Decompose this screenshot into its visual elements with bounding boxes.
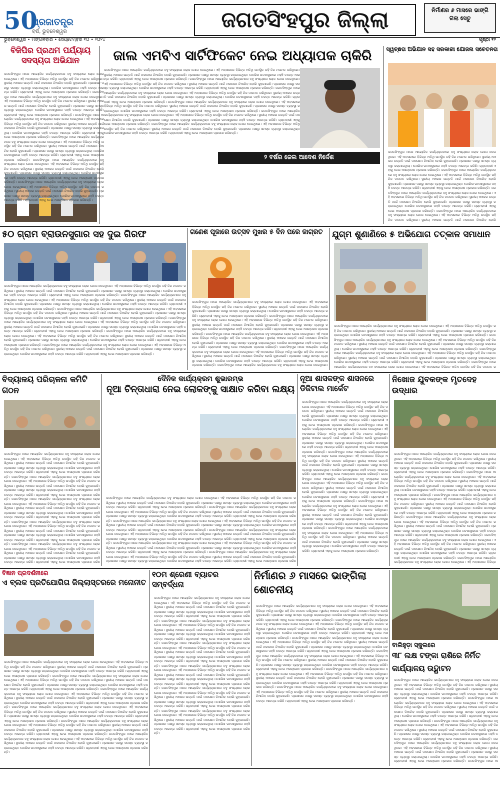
logo-sub: ବର୍ଷ, ଭୁବନେଶ୍ୱର	[32, 29, 67, 35]
story-14-photo	[392, 570, 498, 640]
story-5	[190, 228, 330, 370]
logo	[4, 6, 82, 36]
article-body: ଜଗତସିଂହପୁର ଠାରେ ଆୟୋଜିତ କାର୍ଯ୍ୟକ୍ରମରେ ବହୁ ସଂଖ୍ୟାରେ ଲୋକ ଯୋଗ ଦେଇଥିଲେ। ଏହି ଅବସରରେ ବିଭିନ୍ନ ଅତିଥି ଉପସ୍ଥିତ ରହି ନିଜ ମତାମତ ରଖିଥିଲେ। ସ୍ଥାନୀୟ ଅଞ୍ଚଳର ଉନ୍ନତି ପାଇଁ ପଦକ୍ଷେପ ନିଆଯିବ ବୋଲି କୁହାଯାଇଛି। ପ୍ରଶାସନ ପକ୍ଷରୁ ସମସ୍ତ ବ୍ୟବସ୍ଥା କରାଯାଇଥିଲା। ପୋଲିସ ଘଟଣାସ୍ଥଳରେ ପହଞ୍ଚି ତଦନ୍ତ ଆରମ୍ଭ କରିଛି। ଗ୍ରାମବାସୀ ଏହାକୁ ନେଇ ଅସନ୍ତୋଷ ପ୍ରକାଶ କରିଛନ୍ତି। ଜଗତସିଂହପୁର ଠାରେ ଆୟୋଜିତ କାର୍ଯ୍ୟକ୍ରମରେ ବହୁ ସଂଖ୍ୟାରେ ଲୋକ ଯୋଗ ଦେଇଥିଲେ। ଏହି ଅବସରରେ ବିଭିନ୍ନ ଅତିଥି ଉପସ୍ଥିତ ରହି ନିଜ ମତାମତ ରଖିଥିଲେ। ସ୍ଥାନୀୟ ଅଞ୍ଚଳର ଉନ୍ନତି ପାଇଁ ପଦକ୍ଷେପ ନିଆଯିବ ବୋଲି କୁହାଯାଇଛି। ପ୍ରଶାସନ ପକ୍ଷରୁ ସମସ୍ତ ବ୍ୟବସ୍ଥା କରାଯାଇଥିଲା। ପୋଲିସ ଘଟଣାସ୍ଥଳରେ ପହଞ୍ଚି ତଦନ୍ତ ଆରମ୍ଭ କରିଛି। ଗ୍ରାମବାସୀ ଏହାକୁ ନେଇ ଅସନ୍ତୋଷ ପ୍ରକାଶ କରିଛନ୍ତି। ଜଗତସିଂହପୁର ଠାରେ ଆୟୋଜିତ କାର୍ଯ୍ୟକ୍ରମରେ ବହୁ ସଂଖ୍ୟାରେ ଲୋକ ଯୋଗ ଦେଇଥିଲେ। ଏହି ଅବସରରେ ବିଭିନ୍ନ ଅତିଥି ଉପସ୍ଥିତ ରହି ନିଜ ମତାମତ ରଖିଥିଲେ। ସ୍ଥାନୀୟ ଅଞ୍ଚଳର ଉନ୍ନତି ପାଇଁ ପଦକ୍ଷେପ ନିଆଯିବ ବୋଲି କୁହାଯାଇଛି। ପ୍ରଶାସନ ପକ୍ଷରୁ ସମସ୍ତ ବ୍ୟବସ୍ଥା କରାଯାଇଥିଲା। ପୋଲିସ ଘଟଣାସ୍ଥଳରେ ପହଞ୍ଚି ତଦନ୍ତ ଆରମ୍ଭ କରିଛି। ଗ୍ରାମବାସୀ ଏହାକୁ ନେଇ ଅସନ୍ତୋଷ ପ୍ରକାଶ କରିଛନ୍ତି। ଜଗତସିଂହପୁର ଠାରେ ଆୟୋଜିତ କାର୍ଯ୍ୟକ୍ରମରେ ବହୁ ସଂଖ୍ୟାରେ ଲୋକ ଯୋଗ ଦେଇଥିଲେ। ଏହି ଅବସରରେ ବିଭିନ୍ନ ଅତିଥି ଉପସ୍ଥିତ ରହି ନିଜ ମତାମତ ରଖିଥିଲେ। ସ୍ଥାନୀୟ ଅଞ୍ଚଳର ଉନ୍ନତି ପାଇଁ ପଦକ୍ଷେପ ନିଆଯିବ ବୋଲି	[388, 150, 496, 222]
footer-bar	[0, 768, 500, 788]
story-12	[152, 570, 252, 766]
story-1-headline: ବିଜିପିର ପ୍ରଥମ ପର୍ଯ୍ୟାୟ ସଦସ୍ୟତା ଅଭିଯାନ	[10, 46, 91, 65]
article-body: ଜଗତସିଂହପୁର ଠାରେ ଆୟୋଜିତ କାର୍ଯ୍ୟକ୍ରମରେ ବହୁ ସଂଖ୍ୟାରେ ଲୋକ ଯୋଗ ଦେଇଥିଲେ। ଏହି ଅବସରରେ ବିଭିନ୍ନ ଅତିଥି ଉପସ୍ଥିତ ରହି ନିଜ ମତାମତ ରଖିଥିଲେ। ସ୍ଥାନୀୟ ଅଞ୍ଚଳର ଉନ୍ନତି ପାଇଁ ପଦକ୍ଷେପ ନିଆଯିବ ବୋଲି କୁହାଯାଇଛି। ପ୍ରଶାସନ ପକ୍ଷରୁ ସମସ୍ତ ବ୍ୟବସ୍ଥା କରାଯାଇଥିଲା। ପୋଲିସ ଘଟଣାସ୍ଥଳରେ ପହଞ୍ଚି ତଦନ୍ତ ଆରମ୍ଭ କରିଛି। ଗ୍ରାମବାସୀ ଏହାକୁ ନେଇ ଅସନ୍ତୋଷ ପ୍ରକାଶ କରିଛନ୍ତି। ଜଗତସିଂହପୁର ଠାରେ ଆୟୋଜିତ କାର୍ଯ୍ୟକ୍ରମରେ ବହୁ ସଂଖ୍ୟାରେ ଲୋକ ଯୋଗ ଦେଇଥିଲେ। ଏହି ଅବସରରେ ବିଭିନ୍ନ ଅତିଥି ଉପସ୍ଥିତ ରହି ନିଜ ମତାମତ ରଖିଥିଲେ। ସ୍ଥାନୀୟ ଅଞ୍ଚଳର ଉନ୍ନତି ପାଇଁ ପଦକ୍ଷେପ ନିଆଯିବ ବୋଲି କୁହାଯାଇଛି। ପ୍ରଶାସନ ପକ୍ଷରୁ ସମସ୍ତ ବ୍ୟବସ୍ଥା କରାଯାଇଥିଲା। ପୋଲିସ ଘଟଣାସ୍ଥଳରେ ପହଞ୍ଚି ତଦନ୍ତ ଆରମ୍ଭ କରିଛି। ଗ୍ରାମବାସୀ ଏହାକୁ ନେଇ ଅସନ୍ତୋଷ ପ୍ରକାଶ କରିଛନ୍ତି। ଜଗତସିଂହପୁର ଠାରେ ଆୟୋଜିତ କାର୍ଯ୍ୟକ୍ରମରେ ବହୁ ସଂଖ୍ୟାରେ ଲୋକ ଯୋଗ ଦେଇଥିଲେ। ଏହି ଅବସରରେ ବିଭିନ୍ନ ଅତିଥି ଉପସ୍ଥିତ ରହି ନିଜ ମତାମତ ରଖିଥିଲେ। ସ୍ଥାନୀୟ ଅଞ୍ଚଳର ଉନ୍ନତି ପାଇଁ ପଦକ୍ଷେପ ନିଆଯିବ ବୋଲି କୁହାଯାଇଛି। ପ୍ରଶାସନ ପକ୍ଷରୁ ସମସ୍ତ ବ୍ୟବସ୍ଥା କରାଯାଇଥିଲା। ପୋଲିସ ଘଟଣାସ୍ଥଳରେ ପହଞ୍ଚି ତଦନ୍ତ ଆରମ୍ଭ କରିଛି। ଗ୍ରାମବାସୀ ଏହାକୁ ନେଇ ଅସନ୍ତୋଷ ପ୍ରକାଶ କରିଛନ୍ତି। ଜଗତସିଂହପୁର ଠାରେ ଆୟୋଜିତ କାର୍ଯ୍ୟକ୍ରମରେ ବହୁ ସଂଖ୍ୟାରେ ଲୋକ ଯୋଗ ଦେଇଥିଲେ। ଏହି ଅବସରରେ ବିଭିନ୍ନ ଅତିଥି ଉପସ୍ଥିତ ରହି ନିଜ ମତାମତ ର	[334, 324, 496, 368]
article-body: ଜଗତସିଂହପୁର ଠାରେ ଆୟୋଜିତ କାର୍ଯ୍ୟକ୍ରମରେ ବହୁ ସଂଖ୍ୟାରେ ଲୋକ ଯୋଗ ଦେଇଥିଲେ। ଏହି ଅବସରରେ ବିଭିନ୍ନ ଅତିଥି ଉପସ୍ଥିତ ରହି ନିଜ ମତାମତ ରଖିଥିଲେ। ସ୍ଥାନୀୟ ଅଞ୍ଚଳର ଉନ୍ନତି ପାଇଁ ପଦକ୍ଷେପ ନିଆଯିବ ବୋଲି କୁହାଯାଇଛି। ପ୍ରଶାସନ ପକ୍ଷରୁ ସମସ୍ତ ବ୍ୟବସ୍ଥା କରାଯାଇଥିଲା। ପୋଲିସ ଘଟଣାସ୍ଥଳରେ ପହଞ୍ଚି ତଦନ୍ତ ଆରମ୍ଭ କରିଛି। ଗ୍ରାମବାସୀ ଏହାକୁ ନେଇ ଅସନ୍ତୋଷ ପ୍ରକାଶ କରିଛନ୍ତି। ଜଗତସିଂହପୁର ଠାରେ ଆୟୋଜିତ କାର୍ଯ୍ୟକ୍ରମରେ ବହୁ ସଂଖ୍ୟାରେ ଲୋକ ଯୋଗ ଦେଇଥିଲେ। ଏହି ଅବସରରେ ବିଭିନ୍ନ ଅତିଥି ଉପସ୍ଥିତ ରହି ନିଜ ମତାମତ ରଖିଥିଲେ। ସ୍ଥାନୀୟ ଅଞ୍ଚଳର ଉନ୍ନତି ପାଇଁ ପଦକ୍ଷେପ ନିଆଯିବ ବୋଲି କୁହାଯାଇଛି। ପ୍ରଶାସନ ପକ୍ଷରୁ ସମସ୍ତ ବ୍ୟବସ୍ଥା କରାଯାଇଥିଲା। ପୋଲିସ ଘଟଣାସ୍ଥଳରେ ପହଞ୍ଚି ତଦନ୍ତ ଆରମ୍ଭ କରିଛି। ଗ୍ରାମବାସୀ ଏହାକୁ ନେଇ ଅସନ୍ତୋଷ ପ୍ରକାଶ କରିଛନ୍ତି। ଜଗତସିଂହପୁର ଠାରେ ଆୟୋଜିତ କାର୍ଯ୍ୟକ୍ରମରେ ବହୁ ସଂଖ୍ୟାରେ ଲୋକ ଯୋଗ ଦେଇଥିଲେ। ଏହି ଅବସରରେ ବିଭିନ୍ନ ଅତିଥି ଉପସ୍ଥିତ ରହି ନିଜ ମତାମତ ରଖିଥିଲେ। ସ୍ଥାନୀୟ ଅଞ୍ଚଳର ଉନ୍ନତି ପାଇଁ ପଦକ୍ଷେପ ନିଆଯିବ ବୋଲି କୁହାଯାଇଛି। ପ୍ରଶାସନ ପକ୍ଷରୁ ସମସ୍ତ ବ୍ୟବସ୍ଥା କରାଯାଇଥିଲା। ପୋଲିସ ଘଟଣାସ୍ଥଳରେ ପହଞ୍ଚି ତଦନ୍ତ ଆରମ୍ଭ କରିଛି। ଗ୍ରାମବାସୀ ଏହାକୁ ନେଇ ଅସନ୍ତୋଷ ପ୍ରକାଶ କରିଛନ୍ତି। ଜଗତସିଂହପୁର ଠାରେ ଆୟୋଜିତ କାର୍ଯ୍ୟକ୍ରମରେ ବହୁ ସଂଖ୍ୟାରେ ଲୋକ ଯୋଗ ଦେଇଥିଲେ। ଏହି ଅବସରରେ ବିଭିନ୍ନ ଅତିଥି ଉପସ୍ଥିତ ରହି ନିଜ ମତାମତ ରଖିଥିଲେ। ସ୍ଥାନୀୟ ଅଞ୍ଚଳର ଉନ୍ନତି ପାଇଁ ପଦକ୍ଷେପ ନିଆଯିବ ବୋଲି କୁହାଯାଇଛି। ପ୍ରଶାସନ ପକ୍ଷରୁ ସମସ୍ତ ବ୍ୟବସ୍ଥା କରାଯାଇଥିଲା। ପୋଲିସ ଘଟଣାସ୍ଥଳରେ ପହଞ୍ଚି ତଦନ୍ତ ଆରମ୍ଭ କରିଛି। ଗ୍ରାମବାସୀ ଏହାକୁ ନେଇ ଅସନ୍ତୋଷ ପ୍ରକାଶ କରିଛନ୍ତି। ଜଗତସିଂହପୁର ଠାରେ ଆୟୋଜିତ କାର୍ଯ୍ୟକ୍ରମରେ ବହୁ ସଂଖ୍ୟାରେ ଲୋକ ଯୋଗ ଦେଇଥିଲେ। ଏହି ଅବସରରେ ବିଭିନ୍ନ ଅତିଥି ଉପସ୍ଥିତ ରହି ନିଜ ମତାମତ ରଖିଥିଲେ। ସ୍ଥାନୀୟ ଅଞ୍ଚଳର ଉନ୍ନତି ପାଇଁ ପଦକ୍ଷେପ ନିଆଯିବ ବୋଲି କୁହାଯାଇଛି। ପ୍ରଶାସନ ପକ୍ଷରୁ ସମସ୍ତ ବ୍ୟବସ୍ଥା କରାଯାଇଥିଲା। ପୋଲିସ ଘଟଣାସ୍ଥଳରେ ପହଞ୍ଚି ତଦନ୍ତ ଆରମ୍ଭ କରିଛି। ଗ୍ରାମବାସୀ ଏହାକୁ ନେଇ ଅସନ୍ତୋଷ ପ୍ରକାଶ କରିଛନ୍ତି। ଜଗତସିଂହପୁର ଠାରେ ଆୟୋଜିତ କାର୍ଯ୍ୟକ୍ରମରେ ବହୁ ସଂଖ୍ୟାରେ ଲୋକ ଯୋଗ ଦେଇଥିଲେ। ଏହି ଅବସରରେ ବିଭିନ୍ନ ଅତିଥି ଉପସ୍ଥିତ ରହି ନିଜ ମତାମତ ରଖିଥିଲେ। ସ୍ଥାନୀୟ ଅଞ୍ଚଳର ଉନ୍ନତି ପାଇଁ ପଦକ୍ଷେପ ନିଆଯିବ ବୋଲି କୁହାଯାଇଛି। ପ୍ରଶାସନ ପକ୍ଷରୁ ସମସ୍ତ ବ୍ୟବସ୍ଥା କରାଯାଇଥିଲା। ପୋଲିସ ଘଟଣାସ୍ଥଳରେ ପହଞ୍ଚି ତଦନ୍ତ ଆରମ୍ଭ କରିଛି। ଗ୍ରାମବାସୀ ଏହାକୁ ନେଇ ଅସନ୍ତୋଷ ପ୍ରକାଶ କରିଛନ୍ତି।	[104, 68, 300, 135]
corner-note-text: ନିର୍ମାଣର ୬ ମାସରେ ଭାଙ୍ଗି ଗଲା ସେତୁ	[431, 8, 489, 22]
story-14-headline: ୩୮ ଲକ୍ଷ ଟଙ୍କା ରାଶିରେ ନିର୍ମିତ	[392, 651, 481, 660]
story-12-headline: ୧୦ମ ଶ୍ରେଣୀ ବ୍ୟାଚର ସମ୍ବର୍ଦ୍ଧନା	[152, 570, 219, 589]
section-title: ଜଗତସିଂହପୁର ଜିଲ୍ଲା	[221, 8, 389, 32]
story-3-photo	[388, 63, 496, 147]
story-1	[2, 46, 104, 224]
story-14	[392, 570, 498, 766]
story-7	[2, 374, 102, 566]
story-11	[2, 570, 150, 766]
story-8	[104, 374, 298, 566]
story-3-headline: ସ୍ୱଚ୍ଛତା ଅଭିଯାନ ସହ ସରକାରୀ ଯୋଜନା ସଚେତନତା	[386, 47, 498, 53]
story-10	[392, 374, 498, 566]
article-body: ଜଗତସିଂହପୁର ଠାରେ ଆୟୋଜିତ କାର୍ଯ୍ୟକ୍ରମରେ ବହୁ ସଂଖ୍ୟାରେ ଲୋକ ଯୋଗ ଦେଇଥିଲେ। ଏହି ଅବସରରେ ବିଭିନ୍ନ ଅତିଥି ଉପସ୍ଥିତ ରହି ନିଜ ମତାମତ ରଖିଥିଲେ। ସ୍ଥାନୀୟ ଅଞ୍ଚଳର ଉନ୍ନତି ପାଇଁ ପଦକ୍ଷେପ ନିଆଯିବ ବୋଲି କୁହାଯାଇଛି। ପ୍ରଶାସନ ପକ୍ଷରୁ ସମସ୍ତ ବ୍ୟବସ୍ଥା କରାଯାଇଥିଲା। ପୋଲିସ ଘଟଣାସ୍ଥଳରେ ପହଞ୍ଚି ତଦନ୍ତ ଆରମ୍ଭ କରିଛି। ଗ୍ରାମବାସୀ ଏହାକୁ ନେଇ ଅସନ୍ତୋଷ ପ୍ରକାଶ କରିଛନ୍ତି। ଜଗତସିଂହପୁର ଠାରେ ଆୟୋଜିତ କାର୍ଯ୍ୟକ୍ରମରେ ବହୁ ସଂଖ୍ୟାରେ ଲୋକ ଯୋଗ ଦେଇଥିଲେ। ଏହି ଅବସରରେ ବିଭିନ୍ନ ଅତିଥି ଉପସ୍ଥିତ ରହି ନିଜ ମତାମତ ରଖିଥିଲେ। ସ୍ଥାନୀୟ ଅଞ୍ଚଳର ଉନ୍ନତି ପାଇଁ ପଦକ୍ଷେପ ନିଆଯିବ ବୋଲି କୁହାଯାଇଛି। ପ୍ରଶାସନ ପକ୍ଷରୁ ସମସ୍ତ ବ୍ୟବସ୍ଥା କରାଯାଇଥିଲା। ପୋଲିସ ଘଟଣାସ୍ଥଳରେ ପହଞ୍ଚି ତଦନ୍ତ ଆରମ୍ଭ କରିଛି। ଗ୍ରାମବାସୀ ଏହାକୁ ନେଇ ଅସନ୍ତୋଷ ପ୍ରକାଶ କରିଛନ୍ତି। ଜଗତସିଂହପୁର ଠାରେ ଆୟୋଜିତ କାର୍ଯ୍ୟକ୍ରମରେ ବହୁ ସଂଖ୍ୟାରେ ଲୋକ ଯୋଗ ଦେଇଥିଲେ। ଏହି ଅବସରରେ ବିଭିନ୍ନ ଅତିଥି ଉପସ୍ଥିତ ରହି ନିଜ ମତାମତ ରଖିଥିଲେ। ସ୍ଥାନୀୟ ଅଞ୍ଚଳର ଉନ୍ନତି ପାଇଁ ପଦକ୍ଷେପ ନିଆଯିବ ବୋଲି କୁହାଯାଇଛି। ପ୍ରଶାସନ ପକ୍ଷରୁ ସମସ୍ତ ବ୍ୟବସ୍ଥା କରାଯାଇଥିଲା। ପୋଲିସ ଘଟଣାସ୍ଥଳରେ ପହଞ୍ଚି ତଦନ୍ତ ଆରମ୍ଭ କରିଛି। ଗ୍ରାମବାସୀ ଏହାକୁ ନେଇ ଅସନ୍ତୋଷ ପ୍ରକାଶ କରିଛନ୍ତି। ଜଗତସିଂହପୁର ଠାରେ ଆୟୋଜିତ କାର୍ଯ୍ୟକ୍ରମରେ ବହୁ ସଂଖ୍ୟାରେ ଲୋକ ଯୋଗ ଦେଇଥିଲେ। ଏହି ଅବସରରେ ବିଭିନ୍ନ ଅତିଥି ଉପସ୍ଥିତ ରହି ନିଜ ମତାମତ ରଖିଥିଲେ। ସ୍ଥାନୀୟ ଅଞ୍ଚଳର ଉନ୍ନତି ପାଇଁ ପଦକ୍ଷେପ ନିଆଯିବ ବୋଲି କୁହାଯାଇଛି। ପ୍ରଶାସନ ପକ୍ଷରୁ ସମସ୍ତ ବ୍ୟବସ୍ଥା କରାଯାଇଥିଲା। ପୋଲିସ ଘଟଣାସ୍ଥଳରେ ପହଞ୍ଚି ତଦନ୍ତ ଆରମ୍ଭ କରିଛି। ଗ୍ରାମବାସୀ ଏହାକୁ ନେଇ ଅସନ୍ତୋଷ ପ୍ରକାଶ କରିଛନ୍ତି। ଜଗତସିଂହପୁର ଠାରେ ଆୟୋଜିତ କାର୍ଯ୍ୟକ୍ରମରେ ବହୁ ସଂଖ୍ୟାରେ ଲୋକ ଯୋଗ ଦେଇଥିଲେ। ଏହି ଅବସରରେ ବିଭିନ୍ନ ଅତିଥି ଉପସ୍ଥିତ ରହି ନିଜ ମତାମତ ରଖିଥିଲେ। ସ୍ଥାନୀୟ ଅଞ୍ଚଳର ଉନ୍ନତି ପାଇଁ ପଦକ୍ଷେପ ନିଆଯିବ ବୋଲି କୁହାଯାଇଛି। ପ୍ରଶାସନ ପକ୍ଷରୁ ସମସ୍ତ ବ୍ୟବସ୍ଥା କରାଯାଇଥିଲା। ପୋଲିସ ଘଟଣାସ୍ଥଳରେ ପହଞ୍ଚି ତଦନ୍ତ ଆରମ୍ଭ କରିଛି। ଗ୍ରାମବାସୀ ଏହାକୁ ନେଇ ଅସନ୍ତୋଷ ପ୍ରକାଶ କରିଛନ୍ତି। ଜଗତସିଂହପୁର ଠାରେ ଆୟୋଜିତ କାର୍ଯ୍ୟକ୍ରମରେ ବହୁ ସଂଖ୍ୟାରେ ଲୋକ ଯୋଗ ଦେଇଥିଲେ। ଏହି ଅବସରରେ ବିଭିନ୍ନ ଅତିଥି ଉପସ୍ଥିତ ରହି ନିଜ ମତାମତ ରଖିଥିଲେ। ସ୍ଥାନୀୟ ଅଞ୍ଚଳର ଉନ୍ନତି ପାଇଁ ପଦକ୍ଷେପ ନିଆଯିବ ବୋଲି କୁହାଯାଇଛି। ପ୍ରଶାସନ ପକ୍ଷରୁ ସମସ୍ତ ବ୍ୟବସ୍ଥା କରାଯାଇଥିଲା। ପୋଲିସ ଘଟଣାସ୍ଥଳରେ ପହଞ୍ଚି ତଦନ୍ତ ଆରମ୍ଭ କରିଛି। ଗ୍ରାମବାସୀ ଏହାକୁ ନେଇ ଅସନ୍ତୋଷ ପ୍ରକାଶ କରିଛନ୍ତି।	[4, 72, 104, 202]
story-7-headline: ବିଦ୍ୟାଳୟ ପରିଚାଳନା କମିଟି ଗଠନ	[2, 375, 88, 395]
article-body: ଜଗତସିଂହପୁର ଠାରେ ଆୟୋଜିତ କାର୍ଯ୍ୟକ୍ରମରେ ବହୁ ସଂଖ୍ୟାରେ ଲୋକ ଯୋଗ ଦେଇଥିଲେ। ଏହି ଅବସରରେ ବିଭିନ୍ନ ଅତିଥି ଉପସ୍ଥିତ ରହି ନିଜ ମତାମତ ରଖିଥିଲେ। ସ୍ଥାନୀୟ ଅଞ୍ଚଳର ଉନ୍ନତି ପାଇଁ ପଦକ୍ଷେପ ନିଆଯିବ ବୋଲି କୁହାଯାଇଛି। ପ୍ରଶାସନ ପକ୍ଷରୁ ସମସ୍ତ ବ୍ୟବସ୍ଥା କରାଯାଇଥିଲା। ପୋଲିସ ଘଟଣାସ୍ଥଳରେ ପହଞ୍ଚି ତଦନ୍ତ ଆରମ୍ଭ କରିଛି। ଗ୍ରାମବାସୀ ଏହାକୁ ନେଇ ଅସନ୍ତୋଷ ପ୍ରକାଶ କରିଛନ୍ତି। ଜଗତସିଂହପୁର ଠାରେ ଆୟୋଜିତ କାର୍ଯ୍ୟକ୍ରମରେ ବହୁ ସଂଖ୍ୟାରେ ଲୋକ ଯୋଗ ଦେଇଥିଲେ। ଏହି ଅବସରରେ ବିଭିନ୍ନ ଅତିଥି ଉପସ୍ଥିତ ରହି ନିଜ ମତାମତ ରଖିଥିଲେ। ସ୍ଥାନୀୟ ଅଞ୍ଚଳର ଉନ୍ନତି ପାଇଁ ପଦକ୍ଷେପ ନିଆଯିବ ବୋଲି କୁହାଯାଇଛି। ପ୍ରଶାସନ ପକ୍ଷରୁ ସମସ୍ତ ବ୍ୟବସ୍ଥା କରାଯାଇଥିଲା। ପୋଲିସ ଘଟଣାସ୍ଥଳରେ ପହଞ୍ଚି ତଦନ୍ତ ଆରମ୍ଭ କରିଛି। ଗ୍ରାମବାସୀ ଏହାକୁ ନେଇ ଅସନ୍ତୋଷ ପ୍ରକାଶ କରିଛନ୍ତି। ଜଗତସିଂହପୁର ଠାରେ ଆୟୋଜିତ କାର୍ଯ୍ୟକ୍ରମରେ ବହୁ ସଂଖ୍ୟାରେ ଲୋକ ଯୋଗ ଦେଇଥିଲେ। ଏହି ଅବସରରେ ବିଭିନ୍ନ ଅତିଥି ଉପସ୍ଥିତ ରହି ନିଜ ମତାମତ ରଖିଥିଲେ। ସ୍ଥାନୀୟ ଅଞ୍ଚଳର ଉନ୍ନତି ପାଇଁ ପଦକ୍ଷେପ ନିଆଯିବ ବୋଲି କୁହାଯାଇଛି। ପ୍ରଶାସନ ପକ୍ଷରୁ ସମସ୍ତ ବ୍ୟବସ୍ଥା କରାଯାଇଥିଲା। ପୋଲିସ ଘଟଣାସ୍ଥଳରେ ପହଞ୍ଚି ତଦନ୍ତ ଆରମ୍ଭ କରିଛି। ଗ୍ରାମବାସୀ ଏହାକୁ ନେଇ ଅସନ୍ତୋଷ ପ୍ରକାଶ କରିଛନ୍ତି। ଜଗତସିଂହପୁର ଠାରେ ଆୟୋଜିତ କାର୍ଯ୍ୟକ୍ରମରେ ବହୁ ସଂଖ୍ୟାରେ ଲୋକ ଯୋଗ ଦେଇଥିଲେ। ଏହି ଅବସରରେ ବିଭିନ୍ନ ଅତିଥି ଉପସ୍ଥିତ ରହି ନିଜ ମତାମତ ରଖିଥିଲେ। ସ୍ଥାନୀୟ ଅଞ୍ଚଳର ଉନ୍ନତି ପାଇଁ ପଦକ୍ଷେପ ନିଆଯିବ ବୋଲି କୁହାଯାଇଛି। ପ୍ରଶାସନ ପକ୍ଷରୁ ସମସ୍ତ ବ୍ୟବସ୍ଥା କରାଯାଇଥିଲା। ପୋଲିସ ଘଟଣାସ୍ଥଳରେ ପହଞ୍ଚି ତଦନ୍ତ ଆରମ୍ଭ କରିଛି। ଗ୍ରାମବାସୀ ଏହାକୁ ନେଇ ଅସନ୍ତୋଷ ପ୍ରକାଶ କରିଛନ୍ତି। ଜଗତସିଂହପୁର ଠାରେ ଆୟୋଜିତ କାର୍ଯ୍ୟକ୍ରମରେ ବହୁ ସଂଖ୍ୟାରେ ଲୋକ ଯୋଗ ଦେଇଥିଲେ। ଏହି ଅବସରରେ ବିଭିନ୍ନ ଅତିଥି ଉପସ୍ଥିତ ରହି ନିଜ ମତାମତ ରଖିଥିଲେ। ସ୍ଥାନୀୟ ଅଞ୍ଚଳର ଉନ୍ନତି ପାଇଁ ପଦକ୍ଷେପ ନିଆଯିବ ବୋଲି କୁହାଯାଇଛି। ପ୍ରଶାସନ ପକ୍ଷରୁ ସମସ୍ତ ବ୍ୟବସ୍ଥା କରାଯାଇଥିଲା। ପୋଲିସ ଘଟଣାସ୍ଥଳରେ ପହଞ୍ଚି ତଦନ୍ତ ଆରମ୍ଭ କରିଛି। ଗ୍ରାମବାସୀ ଏହାକୁ ନେଇ ଅସନ୍ତୋଷ ପ୍ରକାଶ କରିଛନ୍ତି। ଜଗତସିଂହପୁର ଠାରେ ଆୟୋଜିତ କାର୍ଯ୍ୟକ୍ରମରେ ବହୁ ସଂଖ୍ୟାରେ ଲୋକ ଯୋଗ ଦେଇଥିଲେ। ଏହି ଅବସରରେ ବିଭିନ୍ନ ଅତିଥି ଉପସ୍ଥିତ ରହି ନିଜ ମତାମତ ରଖିଥିଲେ। ସ୍ଥାନୀୟ ଅଞ୍ଚଳର ଉନ୍ନତି ପାଇଁ ପଦକ୍ଷେପ ନିଆଯିବ ବୋଲି କୁହାଯାଇଛି। ପ୍ରଶାସନ ପକ୍ଷରୁ ସମସ୍ତ ବ୍ୟବସ୍ଥା କରାଯାଇଥିଲା। ପୋଲିସ ଘଟଣାସ୍ଥଳରେ ପହଞ୍ଚି ତଦନ୍ତ ଆରମ୍ଭ କରିଛି। ଗ୍ରାମବାସୀ ଏହାକୁ ନେଇ ଅସନ୍ତୋଷ ପ୍ରକାଶ କରିଛନ୍ତି।	[256, 604, 388, 703]
story-11-headline: ଏ ବ୍ଲକ ପ୍ରତିଯୋଗିତା ଜିଲ୍ଲାସ୍ତରରେ ମନୋନୀତ	[2, 578, 147, 587]
article-body: ଜଗତସିଂହପୁର ଠାରେ ଆୟୋଜିତ କାର୍ଯ୍ୟକ୍ରମରେ ବହୁ ସଂଖ୍ୟାରେ ଲୋକ ଯୋଗ ଦେଇଥିଲେ। ଏହି ଅବସରରେ ବିଭିନ୍ନ ଅତିଥି ଉପସ୍ଥିତ ରହି ନିଜ ମତାମତ ରଖିଥିଲେ। ସ୍ଥାନୀୟ ଅଞ୍ଚଳର ଉନ୍ନତି ପାଇଁ ପଦକ୍ଷେପ ନିଆଯିବ ବୋଲି କୁହାଯାଇଛି। ପ୍ରଶାସନ ପକ୍ଷରୁ ସମସ୍ତ ବ୍ୟବସ୍ଥା କରାଯାଇଥିଲା। ପୋଲିସ ଘଟଣାସ୍ଥଳରେ ପହଞ୍ଚି ତଦନ୍ତ ଆରମ୍ଭ କରିଛି। ଗ୍ରାମବାସୀ ଏହାକୁ ନେଇ ଅସନ୍ତୋଷ ପ୍ରକାଶ କରିଛନ୍ତି। ଜଗତସିଂହପୁର ଠାରେ ଆୟୋଜିତ କାର୍ଯ୍ୟକ୍ରମରେ ବହୁ ସଂଖ୍ୟାରେ ଲୋକ ଯୋଗ ଦେଇଥିଲେ। ଏହି ଅବସରରେ ବିଭିନ୍ନ ଅତିଥି ଉପସ୍ଥିତ ରହି ନିଜ ମତାମତ ରଖିଥିଲେ। ସ୍ଥାନୀୟ ଅଞ୍ଚଳର ଉନ୍ନତି ପାଇଁ ପଦକ୍ଷେପ ନିଆଯିବ ବୋଲି କୁହାଯାଇଛି। ପ୍ରଶାସନ ପକ୍ଷରୁ ସମସ୍ତ ବ୍ୟବସ୍ଥା କରାଯାଇଥିଲା। ପୋଲିସ ଘଟଣାସ୍ଥଳରେ ପହଞ୍ଚି ତଦନ୍ତ ଆରମ୍ଭ କରିଛି। ଗ୍ରାମବାସୀ ଏହାକୁ ନେଇ ଅସନ୍ତୋଷ ପ୍ରକାଶ କରିଛନ୍ତି। ଜଗତସିଂହପୁର ଠାରେ ଆୟୋଜିତ କାର୍ଯ୍ୟକ୍ରମରେ ବହୁ ସଂଖ୍ୟାରେ ଲୋକ ଯୋଗ ଦେଇଥିଲେ। ଏହି ଅବସରରେ ବିଭିନ୍ନ ଅତିଥି ଉପସ୍ଥିତ ରହି ନିଜ ମତାମତ ରଖିଥିଲେ। ସ୍ଥାନୀୟ ଅଞ୍ଚଳର ଉନ୍ନତି ପାଇଁ ପଦକ୍ଷେପ ନିଆଯିବ ବୋଲି କୁହାଯାଇଛି। ପ୍ରଶାସନ ପକ୍ଷରୁ ସମସ୍ତ ବ୍ୟବସ୍ଥା କରାଯାଇଥିଲା। ପୋଲିସ ଘଟଣାସ୍ଥଳରେ ପହଞ୍ଚି ତଦନ୍ତ ଆରମ୍ଭ କରିଛି। ଗ୍ରାମବାସୀ ଏହାକୁ ନେଇ ଅସନ୍ତୋଷ ପ୍ରକାଶ କରିଛନ୍ତି। ଜଗତସିଂହପୁର ଠାରେ ଆୟୋଜିତ କାର୍ଯ୍ୟକ୍ରମରେ ବହୁ ସଂଖ୍ୟାରେ ଲୋକ ଯୋଗ ଦେଇଥିଲେ। ଏହି ଅବସରରେ ବିଭିନ୍ନ ଅତିଥି ଉପସ୍ଥିତ ରହି ନିଜ ମତାମତ ରଖିଥିଲେ। ସ୍ଥାନୀୟ ଅଞ୍ଚଳର ଉନ୍ନତି ପାଇଁ ପଦକ୍ଷେପ ନିଆଯିବ ବୋଲି କୁହାଯାଇଛି। ପ୍ରଶାସନ ପକ୍ଷରୁ ସମସ୍ତ ବ୍ୟବସ୍ଥା କରାଯାଇଥିଲା। ପୋଲିସ ଘଟଣାସ୍ଥଳରେ ପହଞ୍ଚି ତଦନ୍ତ ଆରମ୍ଭ କରିଛି। ଗ୍ରାମବାସୀ ଏହାକୁ ନେଇ ଅସନ୍ତୋଷ ପ୍ରକାଶ କରିଛନ୍ତି। ଜଗତସିଂହପୁର ଠାରେ ଆୟୋଜିତ କାର୍ଯ୍ୟକ୍ରମରେ ବହୁ ସଂଖ୍ୟାରେ ଲୋକ ଯୋଗ ଦେଇଥିଲେ। ଏହି ଅବସରରେ ବିଭିନ୍ନ ଅତିଥି ଉପସ୍ଥିତ ରହି ନିଜ ମତାମତ ରଖିଥିଲେ। ସ୍ଥାନୀୟ ଅଞ୍ଚଳର ଉନ୍ନତି ପାଇଁ ପଦକ୍ଷେପ ନିଆଯିବ ବୋଲି କୁହାଯାଇଛି। ପ୍ରଶାସନ ପକ୍ଷରୁ ସମସ୍ତ ବ୍ୟବସ୍ଥା କରାଯାଇଥିଲା। ପୋଲିସ ଘଟଣାସ୍ଥଳରେ ପହଞ୍ଚି ତଦନ୍ତ ଆରମ୍ଭ କରିଛି। ଗ୍ରାମବାସୀ ଏହାକୁ ନେଇ ଅସନ୍ତୋଷ ପ୍ରକାଶ କରିଛନ୍ତି। ଜଗତସିଂହପୁର ଠାରେ ଆୟୋଜିତ କାର୍ଯ୍ୟକ୍ରମରେ ବହୁ ସଂଖ୍ୟାରେ ଲୋକ ଯୋଗ ଦେଇଥିଲେ। ଏହି ଅବସରରେ ବିଭିନ୍ନ ଅତିଥି ଉପସ୍ଥିତ ରହି ନିଜ ମତାମତ ରଖିଥିଲେ। ସ୍ଥାନୀୟ ଅଞ୍ଚଳର ଉନ୍ନତି ପାଇଁ ପଦକ୍ଷେପ ନିଆଯିବ ବୋଲି କୁହାଯାଇଛି। ପ୍ରଶାସନ ପକ୍ଷରୁ ସମସ୍ତ ବ୍ୟବସ୍ଥା କରାଯାଇଥିଲା। ପୋଲିସ ଘଟଣାସ୍ଥଳରେ ପହଞ୍ଚି ତଦନ୍ତ ଆରମ୍ଭ କରିଛି। ଗ୍ରାମବାସୀ ଏହାକୁ ନେଇ ଅସନ୍ତୋଷ ପ୍ରକାଶ କରିଛ	[106, 496, 296, 563]
story-4	[2, 228, 188, 370]
article-body: ଜଗତସିଂହପୁର ଠାରେ ଆୟୋଜିତ କାର୍ଯ୍ୟକ୍ରମରେ ବହୁ ସଂଖ୍ୟାରେ ଲୋକ ଯୋଗ ଦେଇଥିଲେ। ଏହି ଅବସରରେ ବିଭିନ୍ନ ଅତିଥି ଉପସ୍ଥିତ ରହି ନିଜ ମତାମତ ରଖିଥିଲେ। ସ୍ଥାନୀୟ ଅଞ୍ଚଳର ଉନ୍ନତି ପାଇଁ ପଦକ୍ଷେପ ନିଆଯିବ ବୋଲି କୁହାଯାଇଛି। ପ୍ରଶାସନ ପକ୍ଷରୁ ସମସ୍ତ ବ୍ୟବସ୍ଥା କରାଯାଇଥିଲା। ପୋଲିସ ଘଟଣାସ୍ଥଳରେ ପହଞ୍ଚି ତଦନ୍ତ ଆରମ୍ଭ କରିଛି। ଗ୍ରାମବାସୀ ଏହାକୁ ନେଇ ଅସନ୍ତୋଷ ପ୍ରକାଶ କରିଛନ୍ତି। ଜଗତସିଂହପୁର ଠାରେ ଆୟୋଜିତ କାର୍ଯ୍ୟକ୍ରମରେ ବହୁ ସଂଖ୍ୟାରେ ଲୋକ ଯୋଗ ଦେଇଥିଲେ। ଏହି ଅବସରରେ ବିଭିନ୍ନ ଅତିଥି ଉପସ୍ଥିତ ରହି ନିଜ ମତାମତ ରଖିଥିଲେ। ସ୍ଥାନୀୟ ଅଞ୍ଚଳର ଉନ୍ନତି ପାଇଁ ପଦକ୍ଷେପ ନିଆଯିବ ବୋଲି କୁହାଯାଇଛି। ପ୍ରଶାସନ ପକ୍ଷରୁ ସମସ୍ତ ବ୍ୟବସ୍ଥା କରାଯାଇଥିଲା। ପୋଲିସ ଘଟଣାସ୍ଥଳରେ ପହଞ୍ଚି ତଦନ୍ତ ଆରମ୍ଭ କରିଛି। ଗ୍ରାମବାସୀ ଏହାକୁ ନେଇ ଅସନ୍ତୋଷ ପ୍ରକାଶ କରିଛନ୍ତି। ଜଗତସିଂହପୁର ଠାରେ ଆୟୋଜିତ କାର୍ଯ୍ୟକ୍ରମରେ ବହୁ ସଂଖ୍ୟାରେ ଲୋକ ଯୋଗ ଦେଇଥିଲେ। ଏହି ଅବସରରେ ବିଭିନ୍ନ ଅତିଥି ଉପସ୍ଥିତ ରହି ନିଜ ମତାମତ ରଖିଥିଲେ। ସ୍ଥାନୀୟ ଅଞ୍ଚଳର ଉନ୍ନତି ପାଇଁ ପଦକ୍ଷେପ ନିଆଯିବ ବୋଲି କୁହାଯାଇଛି। ପ୍ରଶାସନ ପକ୍ଷରୁ ସମସ୍ତ ବ୍ୟବସ୍ଥା କରାଯାଇଥିଲା। ପୋଲିସ ଘଟଣାସ୍ଥଳରେ ପହଞ୍ଚି ତଦନ୍ତ ଆରମ୍ଭ କରିଛି। ଗ୍ରାମବାସୀ ଏହାକୁ ନେଇ ଅସନ୍ତୋଷ ପ୍ରକାଶ କରିଛନ୍ତି। ଜଗତସିଂହପୁର ଠାରେ ଆୟୋଜିତ କାର୍ଯ୍ୟକ୍ରମରେ ବହୁ ସଂଖ୍ୟାରେ ଲୋକ ଯୋଗ ଦେଇଥିଲେ। ଏହି ଅବସରରେ ବିଭିନ୍ନ ଅତିଥି ଉପସ୍ଥିତ ରହି ନିଜ ମତାମତ ରଖିଥିଲେ। ସ୍ଥାନୀୟ ଅଞ୍ଚଳର ଉନ୍ନତି ପାଇଁ ପଦକ୍ଷେପ ନିଆଯିବ ବୋଲି କୁହାଯାଇଛି। ପ୍ରଶାସନ ପକ୍ଷରୁ ସମସ୍ତ ବ୍ୟବସ୍ଥା କରାଯାଇଥିଲା। ପୋଲିସ ଘଟଣାସ୍ଥଳରେ ପହଞ୍ଚି ତଦନ୍ତ ଆରମ୍ଭ କରିଛି। ଗ୍ରାମବାସୀ ଏହାକୁ ନେଇ ଅସନ୍ତୋଷ ପ୍ରକାଶ କରିଛନ୍ତି। ଜଗତସିଂହପୁର ଠାରେ ଆୟୋଜିତ କାର୍ଯ୍ୟକ୍ରମରେ ବହୁ ସଂଖ୍ୟାରେ ଲୋକ ଯୋଗ ଦେଇଥିଲେ। ଏହି ଅବସରରେ ବିଭିନ୍ନ ଅତିଥି ଉପସ୍ଥିତ ରହି ନିଜ ମତାମତ ରଖିଥିଲେ। ସ୍ଥାନୀୟ ଅଞ୍ଚଳର ଉନ୍ନତି ପାଇଁ ପଦକ୍ଷେପ ନିଆଯିବ ବୋଲି କୁହାଯାଇଛି। ପ୍ରଶାସନ ପକ୍ଷରୁ ସମସ୍ତ ବ୍ୟବସ୍ଥା କରାଯାଇଥିଲା। ପୋଲିସ ଘଟଣାସ୍ଥଳରେ ପହଞ୍ଚି ତଦନ୍ତ ଆରମ୍ଭ କରିଛି। ଗ୍ରାମବାସୀ ଏହାକୁ ନେଇ ଅସନ୍ତୋଷ ପ୍ରକାଶ କରିଛନ୍ତି। ଜଗତସିଂହପୁର ଠାରେ ଆୟୋଜିତ କାର୍ଯ୍ୟକ୍ରମରେ ବହୁ ସଂଖ୍ୟାରେ ଲୋକ ଯୋଗ ଦେଇଥିଲେ। ଏହି ଅବସରରେ ବିଭିନ୍ନ	[394, 452, 496, 564]
article-body: ଜଗତସିଂହପୁର ଠାରେ ଆୟୋଜିତ କାର୍ଯ୍ୟକ୍ରମରେ ବହୁ ସଂଖ୍ୟାରେ ଲୋକ ଯୋଗ ଦେଇଥିଲେ। ଏହି ଅବସରରେ ବିଭିନ୍ନ ଅତିଥି ଉପସ୍ଥିତ ରହି ନିଜ ମତାମତ ରଖିଥିଲେ। ସ୍ଥାନୀୟ ଅଞ୍ଚଳର ଉନ୍ନତି ପାଇଁ ପଦକ୍ଷେପ ନିଆଯିବ ବୋଲି କୁହାଯାଇଛି। ପ୍ରଶାସନ ପକ୍ଷରୁ ସମସ୍ତ ବ୍ୟବସ୍ଥା କରାଯାଇଥିଲା। ପୋଲିସ ଘଟଣାସ୍ଥଳରେ ପହଞ୍ଚି ତଦନ୍ତ ଆରମ୍ଭ କରିଛି। ଗ୍ରାମବାସୀ ଏହାକୁ ନେଇ ଅସନ୍ତୋଷ ପ୍ରକାଶ କରିଛନ୍ତି। ଜଗତସିଂହପୁର ଠାରେ ଆୟୋଜିତ କାର୍ଯ୍ୟକ୍ରମରେ ବହୁ ସଂଖ୍ୟାରେ ଲୋକ ଯୋଗ ଦେଇଥିଲେ। ଏହି ଅବସରରେ ବିଭିନ୍ନ ଅତିଥି ଉପସ୍ଥିତ ରହି ନିଜ ମତାମତ ରଖିଥିଲେ। ସ୍ଥାନୀୟ ଅଞ୍ଚଳର ଉନ୍ନତି ପାଇଁ ପଦକ୍ଷେପ ନିଆଯିବ ବୋଲି କୁହାଯାଇଛି। ପ୍ରଶାସନ ପକ୍ଷରୁ ସମସ୍ତ ବ୍ୟବସ୍ଥା କରାଯାଇଥିଲା। ପୋଲିସ ଘଟଣାସ୍ଥଳରେ ପହଞ୍ଚି ତଦନ୍ତ ଆରମ୍ଭ କରିଛି। ଗ୍ରାମବାସୀ ଏହାକୁ ନେଇ ଅସନ୍ତୋଷ ପ୍ରକାଶ କରିଛନ୍ତି। ଜଗତସିଂହପୁର ଠାରେ ଆୟୋଜିତ କାର୍ଯ୍ୟକ୍ରମରେ ବହୁ ସଂଖ୍ୟାରେ ଲୋକ ଯୋଗ ଦେଇଥିଲେ। ଏହି ଅବସରରେ ବିଭିନ୍ନ ଅତିଥି ଉପସ୍ଥିତ ରହି ନିଜ ମତାମତ ରଖିଥିଲେ। ସ୍ଥାନୀୟ ଅଞ୍ଚଳର ଉନ୍ନତି ପାଇଁ ପଦକ୍ଷେପ ନିଆଯିବ ବୋଲି କୁହାଯାଇଛି। ପ୍ରଶାସନ ପକ୍ଷରୁ ସମସ୍ତ ବ୍ୟବସ୍ଥା କରାଯାଇଥିଲା। ପୋଲିସ ଘଟଣାସ୍ଥଳରେ ପହଞ୍ଚି ତଦନ୍ତ ଆରମ୍ଭ କରିଛି। ଗ୍ରାମବାସୀ ଏହାକୁ ନେଇ ଅସନ୍ତୋଷ ପ୍ରକାଶ କରିଛନ୍ତି। ଜଗତସିଂହପୁର ଠାରେ ଆୟୋଜିତ କାର୍ଯ୍ୟକ୍ରମରେ ବହୁ ସଂଖ୍ୟାରେ ଲୋକ ଯୋଗ ଦେଇଥିଲେ। ଏହି ଅବସରରେ ବିଭିନ୍ନ ଅତିଥି ଉପସ୍ଥିତ ରହି ନିଜ ମତାମତ ରଖିଥିଲେ। ସ୍ଥାନୀୟ ଅଞ୍ଚଳର ଉନ୍ନତି ପାଇଁ ପଦକ୍ଷେପ ନିଆଯିବ ବୋଲି କୁହାଯାଇଛି। ପ୍ରଶାସନ ପକ୍ଷରୁ ସମସ୍ତ ବ୍ୟବସ୍ଥା କରାଯାଇଥିଲା। ପୋଲିସ ଘଟଣାସ୍ଥଳରେ ପହଞ୍ଚି ତଦନ୍ତ ଆରମ୍ଭ କରିଛି। ଗ୍ରାମବାସୀ ଏହାକୁ ନେଇ ଅସନ୍ତୋଷ ପ୍ରକାଶ କରିଛନ୍ତି। ଜଗତସିଂହପୁର ଠାରେ ଆୟୋଜିତ କାର୍ଯ୍ୟକ୍ରମରେ ବହୁ ସଂଖ୍ୟାରେ ଲୋକ ଯୋଗ ଦେଇଥିଲେ। ଏହି ଅବସରରେ ବିଭିନ୍ନ ଅତିଥି ଉପସ୍ଥିତ ରହି ନିଜ ମତାମତ ରଖିଥିଲେ। ସ୍ଥାନୀୟ ଅଞ୍ଚଳର ଉନ୍ନତି ପାଇଁ ପଦକ୍ଷେପ ନିଆଯିବ ବୋଲି କୁହାଯାଇଛି। ପ୍ରଶାସନ ପକ୍ଷରୁ ସମସ୍ତ ବ୍ୟବସ୍ଥା କରାଯାଇଥିଲା। ପୋଲିସ ଘଟଣାସ୍ଥଳରେ ପହଞ୍ଚି ତଦନ୍ତ ଆରମ୍ଭ କରିଛି। ଗ୍ରାମବାସୀ ଏହାକୁ ନେଇ ଅସନ୍ତୋଷ ପ୍ରକାଶ କରିଛ	[4, 452, 100, 564]
article-body: ଜଗତସିଂହପୁର ଠାରେ ଆୟୋଜିତ କାର୍ଯ୍ୟକ୍ରମରେ ବହୁ ସଂଖ୍ୟାରେ ଲୋକ ଯୋଗ ଦେଇଥିଲେ। ଏହି ଅବସରରେ ବିଭିନ୍ନ ଅତିଥି ଉପସ୍ଥିତ ରହି ନିଜ ମତାମତ ରଖିଥିଲେ। ସ୍ଥାନୀୟ ଅଞ୍ଚଳର ଉନ୍ନତି ପାଇଁ ପଦକ୍ଷେପ ନିଆଯିବ ବୋଲି କୁହାଯାଇଛି। ପ୍ରଶାସନ ପକ୍ଷରୁ ସମସ୍ତ ବ୍ୟବସ୍ଥା କରାଯାଇଥିଲା। ପୋଲିସ ଘଟଣାସ୍ଥଳରେ ପହଞ୍ଚି ତଦନ୍ତ ଆରମ୍ଭ କରିଛି। ଗ୍ରାମବାସୀ ଏହାକୁ ନେଇ ଅସନ୍ତୋଷ ପ୍ରକାଶ କରିଛନ୍ତି। ଜଗତସିଂହପୁର ଠାରେ ଆୟୋଜିତ କାର୍ଯ୍ୟକ୍ରମରେ ବହୁ ସଂଖ୍ୟାରେ ଲୋକ ଯୋଗ ଦେଇଥିଲେ। ଏହି ଅବସରରେ ବିଭିନ୍ନ ଅତିଥି ଉପସ୍ଥିତ ରହି ନିଜ ମତାମତ ରଖିଥିଲେ। ସ୍ଥାନୀୟ ଅଞ୍ଚଳର ଉନ୍ନତି ପାଇଁ ପଦକ୍ଷେପ ନିଆଯିବ ବୋଲି କୁହାଯାଇଛି। ପ୍ରଶାସନ ପକ୍ଷରୁ ସମସ୍ତ ବ୍ୟବସ୍ଥା କରାଯାଇଥିଲା। ପୋଲିସ ଘଟଣାସ୍ଥଳରେ ପହଞ୍ଚି ତଦନ୍ତ ଆରମ୍ଭ କରିଛି। ଗ୍ରାମବାସୀ ଏହାକୁ ନେଇ ଅସନ୍ତୋଷ ପ୍ରକାଶ କରିଛନ୍ତି। ଜଗତସିଂହପୁର ଠାରେ ଆୟୋଜିତ କାର୍ଯ୍ୟକ୍ରମରେ ବହୁ ସଂଖ୍ୟାରେ ଲୋକ ଯୋଗ ଦେଇଥିଲେ। ଏହି ଅବସରରେ ବିଭିନ୍ନ ଅତିଥି ଉପସ୍ଥିତ ରହି ନିଜ ମତାମତ ରଖିଥିଲେ। ସ୍ଥାନୀୟ ଅଞ୍ଚଳର ଉନ୍ନତି ପାଇଁ ପଦକ୍ଷେପ ନିଆଯିବ ବୋଲି କୁହାଯାଇଛି। ପ୍ରଶାସନ ପକ୍ଷରୁ ସମସ୍ତ ବ୍ୟବସ୍ଥା କରାଯାଇଥିଲା। ପୋଲିସ ଘଟଣାସ୍ଥଳରେ ପହଞ୍ଚି ତଦନ୍ତ ଆରମ୍ଭ କରିଛି। ଗ୍ରାମବାସୀ ଏହାକୁ ନେଇ ଅସନ୍ତୋଷ ପ୍ରକାଶ କରିଛନ୍ତି। ଜଗତସିଂହପୁର ଠାରେ ଆୟୋଜିତ କାର୍ଯ୍ୟକ୍ରମରେ ବହୁ ସଂଖ୍ୟାରେ ଲୋକ ଯୋଗ ଦେଇଥିଲେ। ଏହି ଅବସରରେ ବିଭିନ୍ନ ଅତିଥି ଉପସ୍ଥିତ ରହି ନିଜ ମତାମତ ରଖିଥିଲେ। ସ୍ଥାନୀୟ ଅଞ୍ଚଳର ଉନ୍ନତି ପାଇଁ ପଦକ୍ଷେପ ନିଆଯିବ ବୋଲି କୁହାଯାଇଛି। ପ୍ରଶାସନ ପକ୍ଷରୁ ସମସ୍ତ ବ୍ୟବସ୍ଥା କରାଯାଇଥିଲା। ପୋଲିସ ଘଟଣାସ୍ଥଳରେ ପହଞ୍ଚି ତଦନ୍ତ ଆରମ୍ଭ କରିଛି। ଗ୍ରାମବାସୀ ଏହାକୁ ନେଇ ଅସନ୍ତୋଷ ପ୍ରକାଶ କରିଛନ୍ତି। ଜଗତସିଂହପୁର ଠାରେ ଆୟୋଜିତ କାର୍ଯ୍ୟକ୍ରମରେ ବହୁ ସଂଖ୍ୟାରେ ଲୋକ ଯୋଗ ଦେଇଥିଲେ। ଏହି ଅବସରରେ ବିଭିନ୍ନ ଅତିଥି ଉପସ୍ଥିତ ରହି ନିଜ ମତାମତ ରଖିଥିଲେ। ସ୍ଥାନୀୟ ଅଞ୍ଚଳର ଉନ୍ନତି ପାଇଁ ପଦକ୍ଷେପ ନିଆଯିବ ବୋଲି କୁହାଯାଇଛି। ପ୍ରଶାସନ ପକ୍ଷରୁ ସମସ୍ତ ବ୍ୟବସ୍ଥା କରାଯାଇଥିଲା। ପୋଲିସ ଘଟଣାସ୍ଥଳରେ ପହଞ୍ଚି ତଦନ୍ତ ଆରମ୍ଭ କରିଛି। ଗ୍ରାମବାସୀ ଏହାକୁ ନେଇ ଅସନ୍ତୋଷ ପ୍ରକାଶ କରିଛନ୍ତି। ଜଗତସିଂହପୁର ଠାରେ ଆୟୋଜିତ କାର୍ଯ୍ୟକ୍ରମରେ ବହୁ ସଂଖ୍ୟାରେ ଲୋକ ଯୋଗ ଦେଇଥିଲେ। ଏହି ଅବସରରେ ବିଭିନ୍ନ ଅତିଥି ଉପସ୍ଥିତ ରହି ନିଜ ମତାମତ ରଖିଥିଲେ। ସ୍ଥାନୀୟ ଅଞ୍ଚଳର ଉନ୍ନତି ପାଇଁ ପଦକ୍ଷେପ ନିଆଯିବ ବୋଲି କୁହାଯାଇଛି। ପ୍ରଶାସନ ପକ୍ଷରୁ ସମସ୍ତ ବ୍ୟବସ୍ଥା କରାଯାଇଥିଲା। ପୋଲିସ ଘଟଣାସ୍ଥଳରେ ପହଞ୍ଚି ତଦନ୍ତ ଆରମ୍ଭ କରିଛି। ଗ୍ରାମବାସୀ ଏହାକୁ ନେଇ ଅସନ୍ତୋଷ ପ୍ରକାଶ କରିଛନ୍ତି।	[4, 660, 148, 754]
story-10-photo	[394, 400, 496, 448]
story-8-photo	[200, 414, 296, 492]
story-2	[102, 46, 384, 224]
story-14-subhead: କାର୍ଯ୍ୟାଳୟ ଉଦ୍ଘାଟନ	[392, 664, 451, 673]
story-4-photo	[4, 243, 186, 281]
story-11-kicker: ବିଜ୍ଞାନ ପ୍ରଦର୍ଶନୀରେ	[2, 570, 49, 577]
story-2-headline: ଜାଲ ଏମବିଏ ସାର୍ଟିଫିକେଟ ନେଇ ଅଧ୍ୟାପକ ଚାକିରି	[113, 48, 372, 64]
story-5-photo	[192, 250, 250, 298]
story-6-headline: ଯୁଗ୍ମ ଶୁଣାଣିରେ ୫ ଅଭିଯୋଗ ତତ୍କାଳ ସମାଧାନ	[332, 230, 491, 240]
dateline-text: ଭୁବନେଶ୍ୱର • ମଙ୍ଗଳବାର • ସେପ୍ଟେମ୍ବର ୧୦ • ୨୦୨୪	[4, 38, 106, 43]
story-5-headline: ଗଣେଶ ପୂଜାରେ ଉତ୍ସବ ମୁଖର ୫ ଦିନ ପରେ ଜାଗ୍ରତ	[190, 228, 323, 236]
rule-2	[0, 372, 500, 373]
story-9	[300, 374, 390, 566]
story-8-headline: ଦୈନିକ କାର୍ଯ୍ୟକ୍ରମ ଶୁଭାରମ୍ଭ	[157, 375, 244, 383]
page-number: ପୃଷ୍ଠା ୧୨	[479, 38, 496, 43]
story-11-photo	[4, 600, 94, 656]
rule-3	[0, 568, 500, 569]
story-10-headline: ନିଖୋଜ ଯୁବକଙ୍କ ମୃତଦେହ ଉଦ୍ଧାର	[392, 375, 477, 395]
story-3	[386, 46, 498, 224]
logo-text: ପ୍ରଜାତନ୍ତ୍ର	[32, 18, 74, 28]
story-8-subhead: ନୂଆ ଚିନ୍ତାଧାରା ନେଇ ଲୋକଙ୍କୁ ସାକ୍ଷାତ କରିବା ଲକ୍ଷ୍ୟ	[106, 385, 295, 395]
rule-1	[0, 226, 500, 227]
story-13-headline: ନିର୍ମାଣର ୬ ମାସରେ ଭାଙ୍ଗିଲା ଶୋଚନୀୟ	[254, 571, 367, 596]
story-2-portrait	[300, 68, 380, 148]
logo-number: 50	[4, 6, 38, 35]
article-body: ଜଗତସିଂହପୁର ଠାରେ ଆୟୋଜିତ କାର୍ଯ୍ୟକ୍ରମରେ ବହୁ ସଂଖ୍ୟାରେ ଲୋକ ଯୋଗ ଦେଇଥିଲେ। ଏହି ଅବସରରେ ବିଭିନ୍ନ ଅତିଥି ଉପସ୍ଥିତ ରହି ନିଜ ମତାମତ ରଖିଥିଲେ। ସ୍ଥାନୀୟ ଅଞ୍ଚଳର ଉନ୍ନତି ପାଇଁ ପଦକ୍ଷେପ ନିଆଯିବ ବୋଲି କୁହାଯାଇଛି। ପ୍ରଶାସନ ପକ୍ଷରୁ ସମସ୍ତ ବ୍ୟବସ୍ଥା କରାଯାଇଥିଲା। ପୋଲିସ ଘଟଣାସ୍ଥଳରେ ପହଞ୍ଚି ତଦନ୍ତ ଆରମ୍ଭ କରିଛି। ଗ୍ରାମବାସୀ ଏହାକୁ ନେଇ ଅସନ୍ତୋଷ ପ୍ରକାଶ କରିଛନ୍ତି। ଜଗତସିଂହପୁର ଠାରେ ଆୟୋଜିତ କାର୍ଯ୍ୟକ୍ରମରେ ବହୁ ସଂଖ୍ୟାରେ ଲୋକ ଯୋଗ ଦେଇଥିଲେ। ଏହି ଅବସରରେ ବିଭିନ୍ନ ଅତିଥି ଉପସ୍ଥିତ ରହି ନିଜ ମତାମତ ରଖିଥିଲେ। ସ୍ଥାନୀୟ ଅଞ୍ଚଳର ଉନ୍ନତି ପାଇଁ ପଦକ୍ଷେପ ନିଆଯିବ ବୋଲି କୁହାଯାଇଛି। ପ୍ରଶାସନ ପକ୍ଷରୁ ସମସ୍ତ ବ୍ୟବସ୍ଥା କରାଯାଇଥିଲା। ପୋଲିସ ଘଟଣାସ୍ଥଳରେ ପହଞ୍ଚି ତଦନ୍ତ ଆରମ୍ଭ କରିଛି। ଗ୍ରାମବାସୀ ଏହାକୁ ନେଇ ଅସନ୍ତୋଷ ପ୍ରକାଶ କରିଛନ୍ତି। ଜଗତସିଂହପୁର ଠାରେ ଆୟୋଜିତ କାର୍ଯ୍ୟକ୍ରମରେ ବହୁ ସଂଖ୍ୟାରେ ଲୋକ ଯୋଗ ଦେଇଥିଲେ। ଏହି ଅବସରରେ ବିଭିନ୍ନ ଅତିଥି ଉପସ୍ଥିତ ରହି ନିଜ ମତାମତ ରଖିଥିଲେ। ସ୍ଥାନୀୟ ଅଞ୍ଚଳର ଉନ୍ନତି ପାଇଁ ପଦକ୍ଷେପ ନିଆଯିବ ବୋଲି କୁହାଯାଇଛି। ପ୍ରଶାସନ ପକ୍ଷରୁ ସମସ୍ତ ବ୍ୟବସ୍ଥା କରାଯାଇଥିଲା। ପୋଲିସ ଘଟଣାସ୍ଥଳରେ ପହଞ୍ଚି ତଦନ୍ତ ଆରମ୍ଭ କରିଛି। ଗ୍ରାମବାସୀ ଏହାକୁ ନେଇ ଅସନ୍ତୋଷ ପ୍ରକାଶ କରିଛନ୍ତି। ଜଗତସିଂହପୁର ଠାରେ ଆୟୋଜିତ କାର୍ଯ୍ୟକ୍ରମରେ ବହୁ ସଂଖ୍ୟାରେ ଲୋକ ଯୋଗ ଦେଇଥିଲେ। ଏହି ଅବସରରେ ବିଭିନ୍ନ ଅତିଥି ଉପସ୍ଥିତ ରହି ନିଜ ମତାମତ ରଖିଥିଲେ। ସ୍ଥାନୀୟ ଅଞ୍ଚଳର ଉନ୍ନତି ପାଇଁ ପଦକ୍ଷେପ ନିଆଯିବ ବୋଲି କୁହାଯାଇଛି। ପ୍ରଶାସନ ପକ୍ଷରୁ ସମସ୍ତ ବ୍ୟବସ୍ଥା କରାଯାଇଥିଲା। ପୋଲିସ ଘଟଣାସ୍ଥଳରେ ପହଞ୍ଚି ତଦନ୍ତ ଆରମ୍ଭ କରିଛି। ଗ୍ରାମବାସୀ ଏହାକୁ ନେଇ ଅସନ୍ତୋଷ ପ୍ରକାଶ କରିଛନ୍ତି। ଜଗତସିଂହପୁର ଠାରେ ଆୟୋଜିତ କାର୍ଯ୍ୟକ୍ରମରେ ବହୁ ସଂଖ୍ୟାରେ ଲୋକ ଯୋଗ ଦେଇଥିଲେ। ଏହି ଅବସରରେ ବିଭିନ୍ନ ଅତିଥି ଉପସ୍ଥିତ ରହି ନିଜ ମତାମତ ରଖିଥିଲେ। ସ୍ଥାନୀୟ ଅଞ୍ଚଳର ଉନ୍ନତି ପାଇଁ ପଦକ୍ଷେପ ନିଆଯିବ ବୋଲି କୁହାଯାଇଛି। ପ୍ରଶାସନ ପକ୍ଷରୁ ସମସ୍ତ ବ୍ୟବସ୍ଥା କରାଯାଇଥିଲା। ପୋଲିସ ଘଟଣାସ୍ଥଳରେ ପହଞ୍ଚି ତଦନ୍ତ ଆରମ୍ଭ କରିଛି। ଗ୍ରାମବାସୀ ଏହାକୁ ନେଇ ଅସନ୍ତୋଷ ପ୍ରକାଶ କରିଛନ୍ତି। ଜଗତସିଂହପୁର ଠାରେ ଆୟୋଜିତ କାର୍ଯ୍ୟକ୍ରମରେ ବହୁ ସଂଖ୍ୟାରେ ଲୋକ ଯୋଗ ଦେଇଥିଲେ। ଏହି ଅବସରରେ ବିଭିନ୍ନ ଅତିଥି ଉପସ୍ଥିତ ରହି ନିଜ ମତାମତ ରଖିଥିଲେ। ସ୍ଥାନୀୟ ଅଞ୍ଚଳର ଉନ୍ନତି ପାଇଁ ପଦକ୍ଷେପ ନିଆଯିବ ବୋଲି କୁହାଯାଇଛି। ପ୍ରଶାସନ ପକ୍ଷରୁ ସମସ୍ତ ବ୍ୟବସ୍ଥା କରାଯାଇଥିଲା। ପୋଲିସ ଘଟଣାସ୍ଥଳରେ ପହଞ୍ଚି ତଦନ୍ତ ଆରମ୍ଭ କରିଛି। ଗ୍ରାମବାସୀ ଏହାକୁ ନେଇ ଅସନ୍ତୋଷ ପ୍ରକାଶ କରିଛନ୍ତି।	[154, 596, 250, 735]
story-13	[254, 570, 390, 766]
article-body: ଜଗତସିଂହପୁର ଠାରେ ଆୟୋଜିତ କାର୍ଯ୍ୟକ୍ରମରେ ବହୁ ସଂଖ୍ୟାରେ ଲୋକ ଯୋଗ ଦେଇଥିଲେ। ଏହି ଅବସରରେ ବିଭିନ୍ନ ଅତିଥି ଉପସ୍ଥିତ ରହି ନିଜ ମତାମତ ରଖିଥିଲେ। ସ୍ଥାନୀୟ ଅଞ୍ଚଳର ଉନ୍ନତି ପାଇଁ ପଦକ୍ଷେପ ନିଆଯିବ ବୋଲି କୁହାଯାଇଛି। ପ୍ରଶାସନ ପକ୍ଷରୁ ସମସ୍ତ ବ୍ୟବସ୍ଥା କରାଯାଇଥିଲା। ପୋଲିସ ଘଟଣାସ୍ଥଳରେ ପହଞ୍ଚି ତଦନ୍ତ ଆରମ୍ଭ କରିଛି। ଗ୍ରାମବାସୀ ଏହାକୁ ନେଇ ଅସନ୍ତୋଷ ପ୍ରକାଶ କରିଛନ୍ତି। ଜଗତସିଂହପୁର ଠାରେ ଆୟୋଜିତ କାର୍ଯ୍ୟକ୍ରମରେ ବହୁ ସଂଖ୍ୟାରେ ଲୋକ ଯୋଗ ଦେଇଥିଲେ। ଏହି ଅବସରରେ ବିଭିନ୍ନ ଅତିଥି ଉପସ୍ଥିତ ରହି ନିଜ ମତାମତ ରଖିଥିଲେ। ସ୍ଥାନୀୟ ଅଞ୍ଚଳର ଉନ୍ନତି ପାଇଁ ପଦକ୍ଷେପ ନିଆଯିବ ବୋଲି କୁହାଯାଇଛି। ପ୍ରଶାସନ ପକ୍ଷରୁ ସମସ୍ତ ବ୍ୟବସ୍ଥା କରାଯାଇଥିଲା। ପୋଲିସ ଘଟଣାସ୍ଥଳରେ ପହଞ୍ଚି ତଦନ୍ତ ଆରମ୍ଭ କରିଛି। ଗ୍ରାମବାସୀ ଏହାକୁ ନେଇ ଅସନ୍ତୋଷ ପ୍ରକାଶ କରିଛନ୍ତି। ଜଗତସିଂହପୁର ଠାରେ ଆୟୋଜିତ କାର୍ଯ୍ୟକ୍ରମରେ ବହୁ ସଂଖ୍ୟାରେ ଲୋକ ଯୋଗ ଦେଇଥିଲେ। ଏହି ଅବସରରେ ବିଭିନ୍ନ ଅତିଥି ଉପସ୍ଥିତ ରହି ନିଜ ମତାମତ ରଖିଥିଲେ। ସ୍ଥାନୀୟ ଅଞ୍ଚଳର ଉନ୍ନତି ପାଇଁ ପଦକ୍ଷେପ ନିଆଯିବ ବୋଲି କୁହାଯାଇଛି। ପ୍ରଶାସନ ପକ୍ଷରୁ ସମସ୍ତ ବ୍ୟବସ୍ଥା କରାଯାଇଥିଲା। ପୋଲିସ ଘଟଣାସ୍ଥଳରେ ପହଞ୍ଚି ତଦନ୍ତ ଆରମ୍ଭ କରିଛି। ଗ୍ରାମବାସୀ ଏହାକୁ ନେଇ ଅସନ୍ତୋଷ ପ୍ରକାଶ କରିଛନ୍ତି। ଜଗତସିଂହପୁର ଠାରେ ଆୟୋଜିତ କାର୍ଯ୍ୟକ୍ରମରେ ବହୁ ସଂଖ୍ୟାରେ ଲୋକ ଯୋଗ ଦେଇଥିଲେ। ଏହି ଅବସରରେ ବିଭିନ୍ନ ଅତିଥି ଉପସ୍ଥିତ ରହି ନିଜ ମତାମତ ରଖିଥିଲେ। ସ୍ଥାନୀୟ ଅଞ୍ଚଳର ଉନ୍ନତି ପାଇଁ ପଦକ୍ଷେପ ନିଆଯିବ ବୋଲି କୁହାଯାଇଛି। ପ୍ରଶାସନ ପକ୍ଷରୁ ସମସ୍ତ ବ୍ୟବସ୍ଥା କରାଯାଇଥିଲା। ପୋଲିସ ଘଟଣାସ୍ଥଳରେ ପହଞ୍ଚି ତଦନ୍ତ ଆରମ୍ଭ କରିଛି। ଗ୍ରାମବାସୀ ଏହାକୁ ନେଇ ଅସନ୍ତୋଷ ପ୍ରକାଶ କରିଛନ୍ତି। ଜଗତସିଂହପୁର ଠାରେ ଆ	[394, 678, 498, 763]
article-body: ଜଗତସିଂହପୁର ଠାରେ ଆୟୋଜିତ କାର୍ଯ୍ୟକ୍ରମରେ ବହୁ ସଂଖ୍ୟାରେ ଲୋକ ଯୋଗ ଦେଇଥିଲେ। ଏହି ଅବସରରେ ବିଭିନ୍ନ ଅତିଥି ଉପସ୍ଥିତ ରହି ନିଜ ମତାମତ ରଖିଥିଲେ। ସ୍ଥାନୀୟ ଅଞ୍ଚଳର ଉନ୍ନତି ପାଇଁ ପଦକ୍ଷେପ ନିଆଯିବ ବୋଲି କୁହାଯାଇଛି। ପ୍ରଶାସନ ପକ୍ଷରୁ ସମସ୍ତ ବ୍ୟବସ୍ଥା କରାଯାଇଥିଲା। ପୋଲିସ ଘଟଣାସ୍ଥଳରେ ପହଞ୍ଚି ତଦନ୍ତ ଆରମ୍ଭ କରିଛି। ଗ୍ରାମବାସୀ ଏହାକୁ ନେଇ ଅସନ୍ତୋଷ ପ୍ରକାଶ କରିଛନ୍ତି। ଜଗତସିଂହପୁର ଠାରେ ଆୟୋଜିତ କାର୍ଯ୍ୟକ୍ରମରେ ବହୁ ସଂଖ୍ୟାରେ ଲୋକ ଯୋଗ ଦେଇଥିଲେ। ଏହି ଅବସରରେ ବିଭିନ୍ନ ଅତିଥି ଉପସ୍ଥିତ ରହି ନିଜ ମତାମତ ରଖିଥିଲେ। ସ୍ଥାନୀୟ ଅଞ୍ଚଳର ଉନ୍ନତି ପାଇଁ ପଦକ୍ଷେପ ନିଆଯିବ ବୋଲି କୁହାଯାଇଛି। ପ୍ରଶାସନ ପକ୍ଷରୁ ସମସ୍ତ ବ୍ୟବସ୍ଥା କରାଯାଇଥିଲା। ପୋଲିସ ଘଟଣାସ୍ଥଳରେ ପହଞ୍ଚି ତଦନ୍ତ ଆରମ୍ଭ କରିଛି। ଗ୍ରାମବାସୀ ଏହାକୁ ନେଇ ଅସନ୍ତୋଷ ପ୍ରକାଶ କରିଛନ୍ତି। ଜଗତସିଂହପୁର ଠାରେ ଆୟୋଜିତ କାର୍ଯ୍ୟକ୍ରମରେ ବହୁ ସଂଖ୍ୟାରେ ଲୋକ ଯୋଗ ଦେଇଥିଲେ। ଏହି ଅବସରରେ ବିଭିନ୍ନ ଅତିଥି ଉପସ୍ଥିତ ରହି ନିଜ ମତାମତ ରଖିଥିଲେ। ସ୍ଥାନୀୟ ଅଞ୍ଚଳର ଉନ୍ନତି ପାଇଁ ପଦକ୍ଷେପ ନିଆଯିବ ବୋଲି କୁହାଯାଇଛି। ପ୍ରଶାସନ ପକ୍ଷରୁ ସମସ୍ତ ବ୍ୟବସ୍ଥା କରାଯାଇଥିଲା। ପୋଲିସ ଘଟଣାସ୍ଥଳରେ ପହଞ୍ଚି ତଦନ୍ତ ଆରମ୍ଭ କରିଛି। ଗ୍ରାମବାସୀ ଏହାକୁ ନେଇ ଅସନ୍ତୋଷ ପ୍ରକାଶ କରିଛନ୍ତି। ଜଗତସିଂହପୁର ଠାରେ ଆୟୋଜିତ କାର୍ଯ୍ୟକ୍ରମରେ ବହୁ ସଂଖ୍ୟାରେ ଲୋକ ଯୋଗ ଦେଇଥିଲେ। ଏହି ଅବସରରେ ବିଭିନ୍ନ ଅତିଥି ଉପସ୍ଥିତ ରହି ନିଜ ମତାମତ ରଖିଥିଲେ। ସ୍ଥାନୀୟ ଅଞ୍ଚଳର ଉନ୍ନତି ପାଇଁ ପଦକ୍ଷେପ ନିଆଯିବ ବୋଲି କୁହାଯାଇଛି। ପ୍ରଶାସନ ପକ୍ଷରୁ ସମସ୍ତ ବ୍ୟବସ୍ଥା କରାଯାଇଥିଲା। ପୋଲିସ ଘଟଣାସ୍ଥଳରେ ପହଞ୍ଚି ତଦନ୍ତ ଆରମ୍ଭ କରିଛି। ଗ୍ରାମବାସୀ ଏହାକୁ ନେଇ ଅସନ୍ତୋଷ ପ୍ରକାଶ କରିଛନ୍ତି। ଜଗତସିଂହପୁର ଠାରେ ଆୟୋଜିତ କାର୍ଯ୍ୟକ୍ରମରେ ବହୁ ସଂଖ୍ୟାରେ ଲୋକ ଯୋଗ ଦେଇଥିଲେ।	[192, 300, 328, 367]
article-body: ଜଗତସିଂହପୁର ଠାରେ ଆୟୋଜିତ କାର୍ଯ୍ୟକ୍ରମରେ ବହୁ ସଂଖ୍ୟାରେ ଲୋକ ଯୋଗ ଦେଇଥିଲେ। ଏହି ଅବସରରେ ବିଭିନ୍ନ ଅତିଥି ଉପସ୍ଥିତ ରହି ନିଜ ମତାମତ ରଖିଥିଲେ। ସ୍ଥାନୀୟ ଅଞ୍ଚଳର ଉନ୍ନତି ପାଇଁ ପଦକ୍ଷେପ ନିଆଯିବ ବୋଲି କୁହାଯାଇଛି। ପ୍ରଶାସନ ପକ୍ଷରୁ ସମସ୍ତ ବ୍ୟବସ୍ଥା କରାଯାଇଥିଲା। ପୋଲିସ ଘଟଣାସ୍ଥଳରେ ପହଞ୍ଚି ତଦନ୍ତ ଆରମ୍ଭ କରିଛି। ଗ୍ରାମବାସୀ ଏହାକୁ ନେଇ ଅସନ୍ତୋଷ ପ୍ରକାଶ କରିଛନ୍ତି। ଜଗତସିଂହପୁର ଠାରେ ଆୟୋଜିତ କାର୍ଯ୍ୟକ୍ରମରେ ବହୁ ସଂଖ୍ୟାରେ ଲୋକ ଯୋଗ ଦେଇଥିଲେ। ଏହି ଅବସରରେ ବିଭିନ୍ନ ଅତିଥି ଉପସ୍ଥିତ ରହି ନିଜ ମତାମତ ରଖିଥିଲେ। ସ୍ଥାନୀୟ ଅଞ୍ଚଳର ଉନ୍ନତି ପାଇଁ ପଦକ୍ଷେପ ନିଆଯିବ ବୋଲି କୁହାଯାଇଛି। ପ୍ରଶାସନ ପକ୍ଷରୁ ସମସ୍ତ ବ୍ୟବସ୍ଥା କରାଯାଇଥିଲା। ପୋଲିସ ଘଟଣାସ୍ଥଳରେ ପହଞ୍ଚି ତଦନ୍ତ ଆରମ୍ଭ କରିଛି। ଗ୍ରାମବାସୀ ଏହାକୁ ନେଇ ଅସନ୍ତୋଷ ପ୍ରକାଶ କରିଛନ୍ତି। ଜଗତସିଂହପୁର ଠାରେ ଆୟୋଜିତ କାର୍ଯ୍ୟକ୍ରମରେ ବହୁ ସଂଖ୍ୟାରେ ଲୋକ ଯୋଗ ଦେଇଥିଲେ। ଏହି ଅବସରରେ ବିଭିନ୍ନ ଅତିଥି ଉପସ୍ଥିତ ରହି ନିଜ ମତାମତ ରଖିଥିଲେ। ସ୍ଥାନୀୟ ଅଞ୍ଚଳର ଉନ୍ନତି ପାଇଁ ପଦକ୍ଷେପ ନିଆଯିବ ବୋଲି କୁହାଯାଇଛି। ପ୍ରଶାସନ ପକ୍ଷରୁ ସମସ୍ତ ବ୍ୟବସ୍ଥା କରାଯାଇଥିଲା। ପୋଲିସ ଘଟଣାସ୍ଥଳରେ ପହଞ୍ଚି ତଦନ୍ତ ଆରମ୍ଭ କରିଛି। ଗ୍ରାମବାସୀ ଏହାକୁ ନେଇ ଅସନ୍ତୋଷ ପ୍ରକାଶ କରିଛନ୍ତି। ଜଗତସିଂହପୁର ଠାରେ ଆୟୋଜିତ କାର୍ଯ୍ୟକ୍ରମରେ ବହୁ ସଂଖ୍ୟାରେ ଲୋକ ଯୋଗ ଦେଇଥିଲେ। ଏହି ଅବସରରେ ବିଭିନ୍ନ ଅତିଥି ଉପସ୍ଥିତ ରହି ନିଜ ମତାମତ ରଖିଥିଲେ। ସ୍ଥାନୀୟ ଅଞ୍ଚଳର ଉନ୍ନତି ପାଇଁ ପଦକ୍ଷେପ ନିଆଯିବ ବୋଲି କୁହାଯାଇଛି। ପ୍ରଶାସନ ପକ୍ଷରୁ ସମସ୍ତ ବ୍ୟବସ୍ଥା କରାଯାଇଥିଲା। ପୋଲିସ ଘଟଣାସ୍ଥଳରେ ପହଞ୍ଚି ତଦନ୍ତ ଆରମ୍ଭ କରିଛି। ଗ୍ରାମବାସୀ ଏହାକୁ ନେଇ ଅସନ୍ତୋଷ ପ୍ରକାଶ କରିଛନ୍ତି। ଜଗତସିଂହପୁର ଠାରେ ଆୟୋଜିତ କାର୍ଯ୍ୟକ୍ରମରେ ବହୁ ସଂଖ୍ୟାରେ ଲୋକ ଯୋଗ ଦେଇଥିଲେ। ଏହି ଅବସରରେ ବିଭିନ୍ନ ଅତିଥି ଉପସ୍ଥିତ ରହି ନିଜ ମତାମତ ରଖିଥିଲେ। ସ୍ଥାନୀୟ ଅଞ୍ଚଳର ଉନ୍ନତି ପାଇଁ ପଦକ୍ଷେପ ନିଆଯିବ ବୋଲି କୁହାଯାଇଛି। ପ୍ରଶାସନ ପକ୍ଷରୁ ସମସ୍ତ ବ୍ୟବସ୍ଥା କରାଯାଇଥିଲା। ପୋଲିସ ଘଟଣାସ୍ଥଳରେ ପହଞ୍ଚି ତଦନ୍ତ ଆରମ୍ଭ କରିଛି। ଗ୍ରାମବାସୀ ଏହାକୁ ନେଇ ଅସନ୍ତୋଷ ପ୍ରକାଶ କରିଛନ୍ତି। ଜଗତସିଂହପୁର ଠାରେ ଆୟୋଜିତ କାର୍ଯ୍ୟକ୍ରମରେ ବହୁ ସଂଖ୍ୟାରେ ଲୋକ ଯୋଗ ଦେଇଥିଲେ। ଏହି ଅବସରରେ ବିଭିନ୍ନ ଅତିଥି ଉପସ୍ଥିତ ରହି ନିଜ ମତାମତ ରଖିଥିଲେ। ସ୍ଥାନୀୟ ଅଞ୍ଚଳର ଉନ୍ନତି ପାଇଁ ପଦକ୍ଷେପ ନିଆଯିବ ବୋଲି କୁହାଯାଇଛି। ପ୍ରଶାସନ ପକ୍ଷରୁ ସମସ୍ତ ବ୍ୟବସ୍ଥା କରାଯାଇଥିଲା। ପୋଲିସ ଘଟଣାସ୍ଥଳରେ ପହଞ୍ଚି ତଦନ୍ତ ଆରମ୍ଭ କରିଛି। ଗ୍ରାମବାସୀ ଏହାକୁ ନେଇ ଅସନ୍ତୋଷ ପ୍ରକାଶ କରିଛନ୍ତି।	[302, 400, 388, 553]
dateline	[0, 37, 500, 44]
story-2-caption: ୨ ବର୍ଷର ଜେଲ ଆଦେଶ ନିର୍ଦ୍ଦେଶ	[264, 154, 334, 161]
story-14-kicker: ବାଲିହୁଡ଼ା ସ୍କୁଲରେ	[392, 642, 436, 649]
story-4-headline: ୫୦ ଗ୍ରାମ ବ୍ରାଉନସୁଗାର ସହ ଦୁଇ ଗିରଫ	[2, 230, 147, 240]
story-7-photo	[4, 400, 100, 448]
corner-note	[424, 3, 496, 33]
section-title-banner	[194, 4, 416, 36]
masthead	[0, 0, 500, 44]
article-body: ଜଗତସିଂହପୁର ଠାରେ ଆୟୋଜିତ କାର୍ଯ୍ୟକ୍ରମରେ ବହୁ ସଂଖ୍ୟାରେ ଲୋକ ଯୋଗ ଦେଇଥିଲେ। ଏହି ଅବସରରେ ବିଭିନ୍ନ ଅତିଥି ଉପସ୍ଥିତ ରହି ନିଜ ମତାମତ ରଖିଥିଲେ। ସ୍ଥାନୀୟ ଅଞ୍ଚଳର ଉନ୍ନତି ପାଇଁ ପଦକ୍ଷେପ ନିଆଯିବ ବୋଲି କୁହାଯାଇଛି। ପ୍ରଶାସନ ପକ୍ଷରୁ ସମସ୍ତ ବ୍ୟବସ୍ଥା କରାଯାଇଥିଲା। ପୋଲିସ ଘଟଣାସ୍ଥଳରେ ପହଞ୍ଚି ତଦନ୍ତ ଆରମ୍ଭ କରିଛି। ଗ୍ରାମବାସୀ ଏହାକୁ ନେଇ ଅସନ୍ତୋଷ ପ୍ରକାଶ କରିଛନ୍ତି। ଜଗତସିଂହପୁର ଠାରେ ଆୟୋଜିତ କାର୍ଯ୍ୟକ୍ରମରେ ବହୁ ସଂଖ୍ୟାରେ ଲୋକ ଯୋଗ ଦେଇଥିଲେ। ଏହି ଅବସରରେ ବିଭିନ୍ନ ଅତିଥି ଉପସ୍ଥିତ ରହି ନିଜ ମତାମତ ରଖିଥିଲେ। ସ୍ଥାନୀୟ ଅଞ୍ଚଳର ଉନ୍ନତି ପାଇଁ ପଦକ୍ଷେପ ନିଆଯିବ ବୋଲି କୁହାଯାଇଛି। ପ୍ରଶାସନ ପକ୍ଷରୁ ସମସ୍ତ ବ୍ୟବସ୍ଥା କରାଯାଇଥିଲା। ପୋଲିସ ଘଟଣାସ୍ଥଳରେ ପହଞ୍ଚି ତଦନ୍ତ ଆରମ୍ଭ କରିଛି। ଗ୍ରାମବାସୀ ଏହାକୁ ନେଇ ଅସନ୍ତୋଷ ପ୍ରକାଶ କରିଛନ୍ତି। ଜଗତସିଂହପୁର ଠାରେ ଆୟୋଜିତ କାର୍ଯ୍ୟକ୍ରମରେ ବହୁ ସଂଖ୍ୟାରେ ଲୋକ ଯୋଗ ଦେଇଥିଲେ। ଏହି ଅବସରରେ ବିଭିନ୍ନ ଅତିଥି ଉପସ୍ଥିତ ରହି ନିଜ ମତାମତ ରଖିଥିଲେ। ସ୍ଥାନୀୟ ଅଞ୍ଚଳର ଉନ୍ନତି ପାଇଁ ପଦକ୍ଷେପ ନିଆଯିବ ବୋଲି କୁହାଯାଇଛି। ପ୍ରଶାସନ ପକ୍ଷରୁ ସମସ୍ତ ବ୍ୟବସ୍ଥା କରାଯାଇଥିଲା। ପୋଲିସ ଘଟଣାସ୍ଥଳରେ ପହଞ୍ଚି ତଦନ୍ତ ଆରମ୍ଭ କରିଛି। ଗ୍ରାମବାସୀ ଏହାକୁ ନେଇ ଅସନ୍ତୋଷ ପ୍ରକାଶ କରିଛନ୍ତି। ଜଗତସିଂହପୁର ଠାରେ ଆୟୋଜିତ କାର୍ଯ୍ୟକ୍ରମରେ ବହୁ ସଂଖ୍ୟାରେ ଲୋକ ଯୋଗ ଦେଇଥିଲେ। ଏହି ଅବସରରେ ବିଭିନ୍ନ ଅତିଥି ଉପସ୍ଥିତ ରହି ନିଜ ମତାମତ ରଖିଥିଲେ। ସ୍ଥାନୀୟ ଅଞ୍ଚଳର ଉନ୍ନତି ପାଇଁ ପଦକ୍ଷେପ ନିଆଯିବ ବୋଲି କୁହାଯାଇଛି। ପ୍ରଶାସନ ପକ୍ଷରୁ ସମସ୍ତ ବ୍ୟବସ୍ଥା କରାଯାଇଥିଲା। ପୋଲିସ ଘଟଣାସ୍ଥଳରେ ପହଞ୍ଚି ତଦନ୍ତ ଆରମ୍ଭ କରିଛି। ଗ୍ରାମବାସୀ ଏହାକୁ ନେଇ ଅସନ୍ତୋଷ ପ୍ରକାଶ କରିଛନ୍ତି। ଜଗତସିଂହପୁର ଠାରେ ଆୟୋଜିତ କାର୍ଯ୍ୟକ୍ରମରେ ବହୁ ସଂଖ୍ୟାରେ ଲୋକ ଯୋଗ ଦେଇଥିଲେ। ଏହି ଅବସରରେ ବିଭିନ୍ନ ଅତିଥି ଉପସ୍ଥିତ ରହି ନିଜ ମତାମତ ରଖିଥିଲେ। ସ୍ଥାନୀୟ ଅଞ୍ଚଳର ଉନ୍ନତି ପାଇଁ ପଦକ୍ଷେପ ନିଆଯିବ ବୋଲି କୁହାଯାଇଛି। ପ୍ରଶାସନ ପକ୍ଷରୁ ସମସ୍ତ ବ୍ୟବସ୍ଥା କରାଯାଇଥିଲା। ପୋଲିସ ଘଟଣାସ୍ଥଳରେ ପହଞ୍ଚି ତଦନ୍ତ ଆରମ୍ଭ କରିଛି। ଗ୍ରାମବାସୀ ଏହାକୁ ନେଇ ଅସନ୍ତୋଷ ପ୍ରକାଶ କରିଛନ୍ତି। ଜଗତସିଂହପୁର ଠାରେ ଆୟୋଜିତ କାର୍ଯ୍ୟକ୍ରମରେ ବହୁ ସଂଖ୍ୟାରେ ଲୋକ ଯୋଗ ଦେଇଥିଲେ। ଏହି ଅବସରରେ ବିଭିନ୍ନ ଅତିଥି ଉପସ୍ଥିତ ରହି ନିଜ ମତାମତ ରଖିଥିଲେ। ସ୍ଥାନୀୟ ଅଞ୍ଚଳର ଉନ୍ନତି ପାଇଁ ପଦକ୍ଷେପ ନିଆଯିବ ବୋଲି କୁହାଯାଇଛି। ପ୍ରଶାସନ ପକ୍ଷରୁ ସମସ୍ତ ବ୍ୟବସ୍ଥା କରାଯାଇଥିଲା। ପୋଲିସ ଘଟଣାସ୍ଥଳରେ ପହଞ୍ଚି ତଦନ୍ତ ଆରମ୍ଭ କରିଛି। ଗ୍ରାମବାସୀ ଏହାକୁ ନେଇ ଅସନ୍ତୋଷ ପ୍ରକାଶ କରିଛନ୍ତି।	[4, 284, 186, 356]
story-6	[332, 228, 498, 370]
story-9-headline: ନୂଆ ଶାସକଙ୍କ ଶାସନରେ ଡିଜିଟାଲ ମାର୍କେଟ	[300, 374, 374, 393]
story-6-photo	[334, 243, 428, 321]
